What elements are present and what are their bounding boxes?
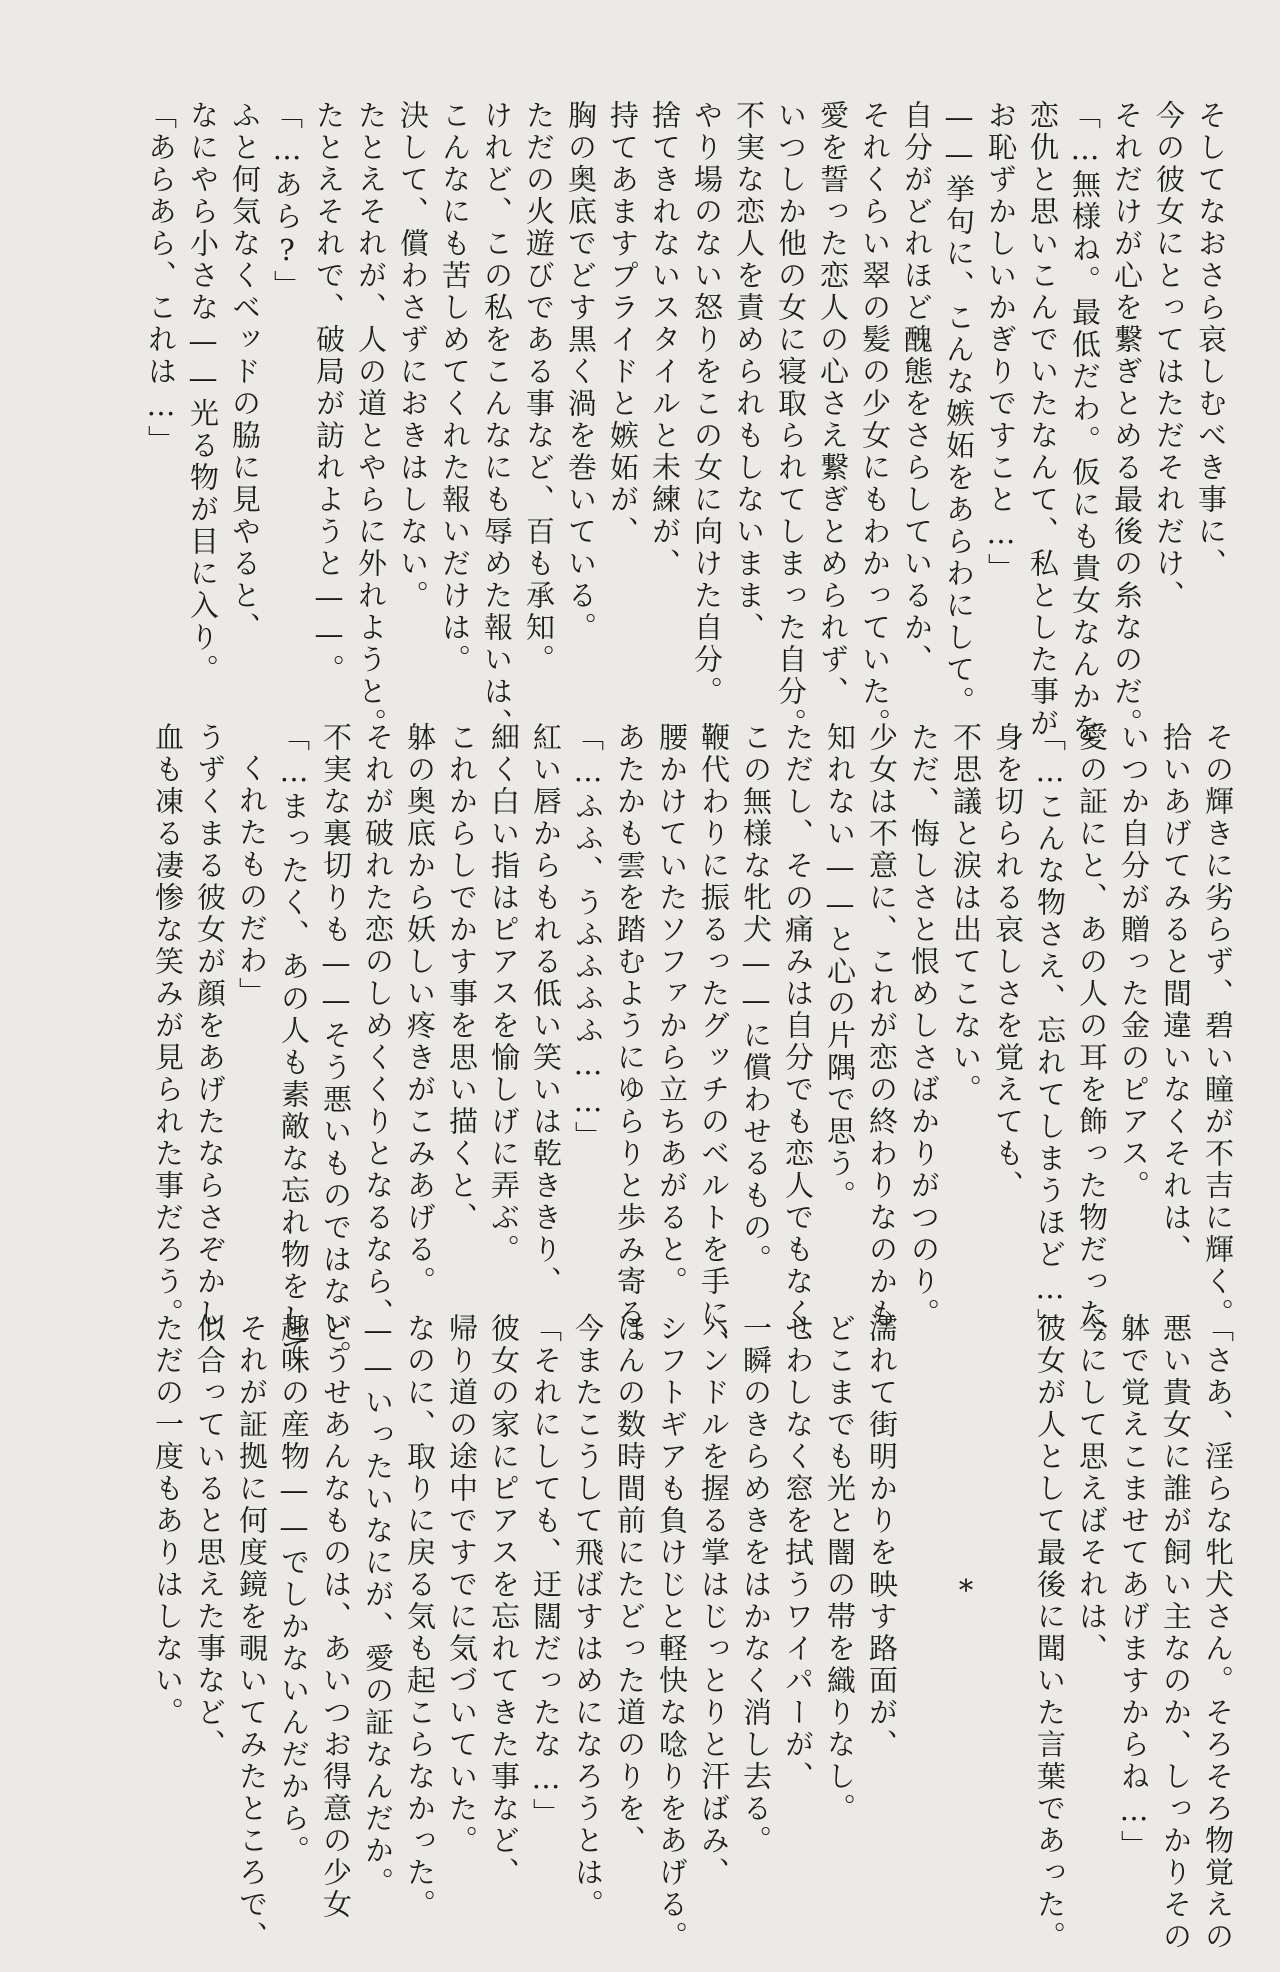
text-line: ふと何気なくベッドの脇に見やると、 bbox=[228, 100, 262, 644]
text-line: それだけが心を繋ぎとめる最後の糸なのだ。 bbox=[1110, 100, 1144, 740]
text-line: いつか自分が贈った金のピアス。 bbox=[1117, 722, 1151, 1202]
text-line: この無様な牝犬——に償わせるもの。 bbox=[739, 722, 773, 1276]
text-line: それが破れた恋のしめくくりとなるなら、 bbox=[361, 722, 395, 1330]
text-line: 今の彼女にとってはただそれだけ、 bbox=[1152, 100, 1186, 612]
text-line: 趣味の産物——でしかないんだから。 bbox=[277, 1313, 311, 1867]
text-line: 不思議と涙は出てこない。 bbox=[949, 722, 983, 1106]
dialogue-line: 「あらあら、これは…」 bbox=[144, 100, 178, 457]
text-line: 血も凍る凄惨な笑みが見られた事だろう。 bbox=[151, 722, 185, 1330]
section-break-asterisk: * bbox=[949, 1573, 983, 1610]
text-line: ハンドルを握る掌はじっとりと汗ばみ、 bbox=[697, 1313, 731, 1889]
text-line: 今にして思えばそれは、 bbox=[1075, 1313, 1109, 1665]
text-line: 鞭代わりに振るったグッチのベルトを手に、 bbox=[697, 722, 731, 1362]
text-line: その輝きに劣らず、碧い瞳が不吉に輝く。 bbox=[1201, 722, 1235, 1330]
text-line: ほんの数時間前にたどった道のりを、 bbox=[613, 1313, 647, 1857]
text-line: 躰の奥底から妖しい疼きがこみあげる。 bbox=[403, 722, 437, 1298]
text-line: 今またこうして飛ばすはめになろうとは。 bbox=[571, 1313, 605, 1921]
text-line: ただの一度もありはしない。 bbox=[151, 1313, 185, 1729]
text-line: くれたものだわ」 bbox=[235, 753, 269, 1009]
text-line: せわしなく窓を拭うワイパーが、 bbox=[781, 1313, 815, 1793]
text-line: 愛の証にと、あの人の耳を飾った物だった。 bbox=[1075, 722, 1109, 1362]
text-line: 彼女が人として最後に聞いた言葉であった。 bbox=[1033, 1313, 1067, 1953]
text-line: なのに、取りに戻る気も起こらなかった。 bbox=[403, 1313, 437, 1921]
text-line: 躰で覚えこませてあげますからね…」 bbox=[1117, 1313, 1151, 1862]
text-block-middle bbox=[140, 722, 1235, 1372]
text-line: 愛を誓った恋人の心さえ繋ぎとめられず、 bbox=[816, 100, 850, 708]
text-line: 似合っていると思えた事など、 bbox=[193, 1313, 227, 1761]
dialogue-line: 「…無様ね。最低だわ。仮にも貴女なんかを bbox=[1068, 100, 1102, 745]
text-line: ただ、悔しさと恨めしさばかりがつのり。 bbox=[907, 722, 941, 1330]
text-line: どこまでも光と闇の帯を織りなし。 bbox=[823, 1313, 857, 1825]
text-line: 拾いあげてみると間違いなくそれは、 bbox=[1159, 722, 1193, 1266]
text-line: 捨てきれないスタイルと未練が、 bbox=[648, 100, 682, 580]
text-line: それが証拠に何度鏡を覗いてみたところで、 bbox=[235, 1313, 269, 1953]
text-line: これからしでかす事を思い描くと、 bbox=[445, 722, 479, 1234]
text-line: たとえそれが、人の道とやらに外れようと。 bbox=[354, 100, 388, 740]
text-line: どうせあんなものは、あいつお得意の少女 bbox=[319, 1313, 353, 1921]
text-line: お恥ずかしいかぎりですこと…」 bbox=[984, 100, 1018, 585]
text-line: 自分がどれほど醜態をさらしているか、 bbox=[900, 100, 934, 676]
text-line: あたかも雲を踏むようにゆらりと歩み寄る。 bbox=[613, 722, 647, 1362]
text-line: 帰り道の途中ですでに気づいていた。 bbox=[445, 1313, 479, 1857]
text-line: やり場のない怒りをこの女に向けた自分。 bbox=[690, 100, 724, 708]
text-line: たとえそれで、破局が訪れようと——。 bbox=[312, 100, 346, 686]
text-line: こんなにも苦しめてくれた報いだけは。 bbox=[438, 100, 472, 676]
text-line: 悪い貴女に誰が飼い主なのか、しっかりその bbox=[1159, 1313, 1193, 1953]
dialogue-line: 「…こんな物さえ、忘れてしまうほど…」 bbox=[1033, 722, 1067, 1340]
text-line: いつしか他の女に寝取られてしまった自分。 bbox=[774, 100, 808, 740]
text-line: 濡れて街明かりを映す路面が、 bbox=[865, 1313, 899, 1761]
text-line: 少女は不意に、これが恋の終わりなのかも bbox=[865, 722, 899, 1330]
text-line: 恋仇と思いこんでいたなんて、私とした事が bbox=[1026, 100, 1060, 740]
text-line: 一瞬のきらめきをはかなく消し去る。 bbox=[739, 1313, 773, 1857]
text-block-bottom bbox=[140, 1313, 1235, 1953]
text-line: けれど、この私をこんなにも辱めた報いは、 bbox=[480, 100, 514, 740]
text-line: 細く白い指はピアスを愉しげに弄ぶ。 bbox=[487, 722, 521, 1266]
dialogue-line: 「…ふふ、うふふふふ……」 bbox=[571, 722, 605, 1153]
text-line: なにやら小さな——光る物が目に入り。 bbox=[186, 100, 220, 686]
text-line: 知れない——と心の片隅で思う。 bbox=[823, 722, 857, 1212]
text-line: ——挙句に、こんな嫉妬をあらわにして。 bbox=[942, 100, 976, 718]
text-line: 腰かけていたソファから立ちあがると。 bbox=[655, 722, 689, 1298]
text-line: 胸の奥底でどす黒く渦を巻いている。 bbox=[564, 100, 598, 644]
text-block-top bbox=[133, 100, 1228, 745]
text-line: それくらい翠の髪の少女にもわかっていた。 bbox=[858, 100, 892, 740]
text-line: 彼女の家にピアスを忘れてきた事など、 bbox=[487, 1313, 521, 1889]
dialogue-line: 「さあ、淫らな牝犬さん。そろそろ物覚えの bbox=[1201, 1313, 1235, 1953]
text-line: 紅い唇からもれる低い笑いは乾ききり、 bbox=[529, 722, 563, 1298]
text-line: うずくまる彼女が顔をあげたならさぞかし、 bbox=[193, 722, 227, 1362]
dialogue-line: 「…まったく、あの人も素敵な忘れ物をして bbox=[277, 722, 311, 1367]
text-line: 不実な恋人を責められもしないまま、 bbox=[732, 100, 766, 644]
text-line: シフトギアも負けじと軽快な唸りをあげる。 bbox=[655, 1313, 689, 1953]
text-line: 身を切られる哀しさを覚えても、 bbox=[991, 722, 1025, 1202]
text-line: そしてなおさら哀しむべき事に、 bbox=[1194, 100, 1228, 580]
dialogue-line: 「…あら?」 bbox=[270, 100, 304, 302]
text-line: 持てあますプライドと嫉妬が、 bbox=[606, 100, 640, 548]
text-line: ——いったいなにが、愛の証なんだか。 bbox=[361, 1313, 395, 1899]
text-line: ただの火遊びである事など、百も承知。 bbox=[522, 100, 556, 676]
text-line: 不実な裏切りも——そう悪いものではない。 bbox=[319, 722, 353, 1372]
text-line: 決して、償わさずにおきはしない。 bbox=[396, 100, 430, 612]
text-line: ただし、その痛みは自分でも恋人でもなく、 bbox=[781, 722, 815, 1362]
dialogue-line: 「それにしても、迂闊だったな…」 bbox=[529, 1313, 563, 1830]
